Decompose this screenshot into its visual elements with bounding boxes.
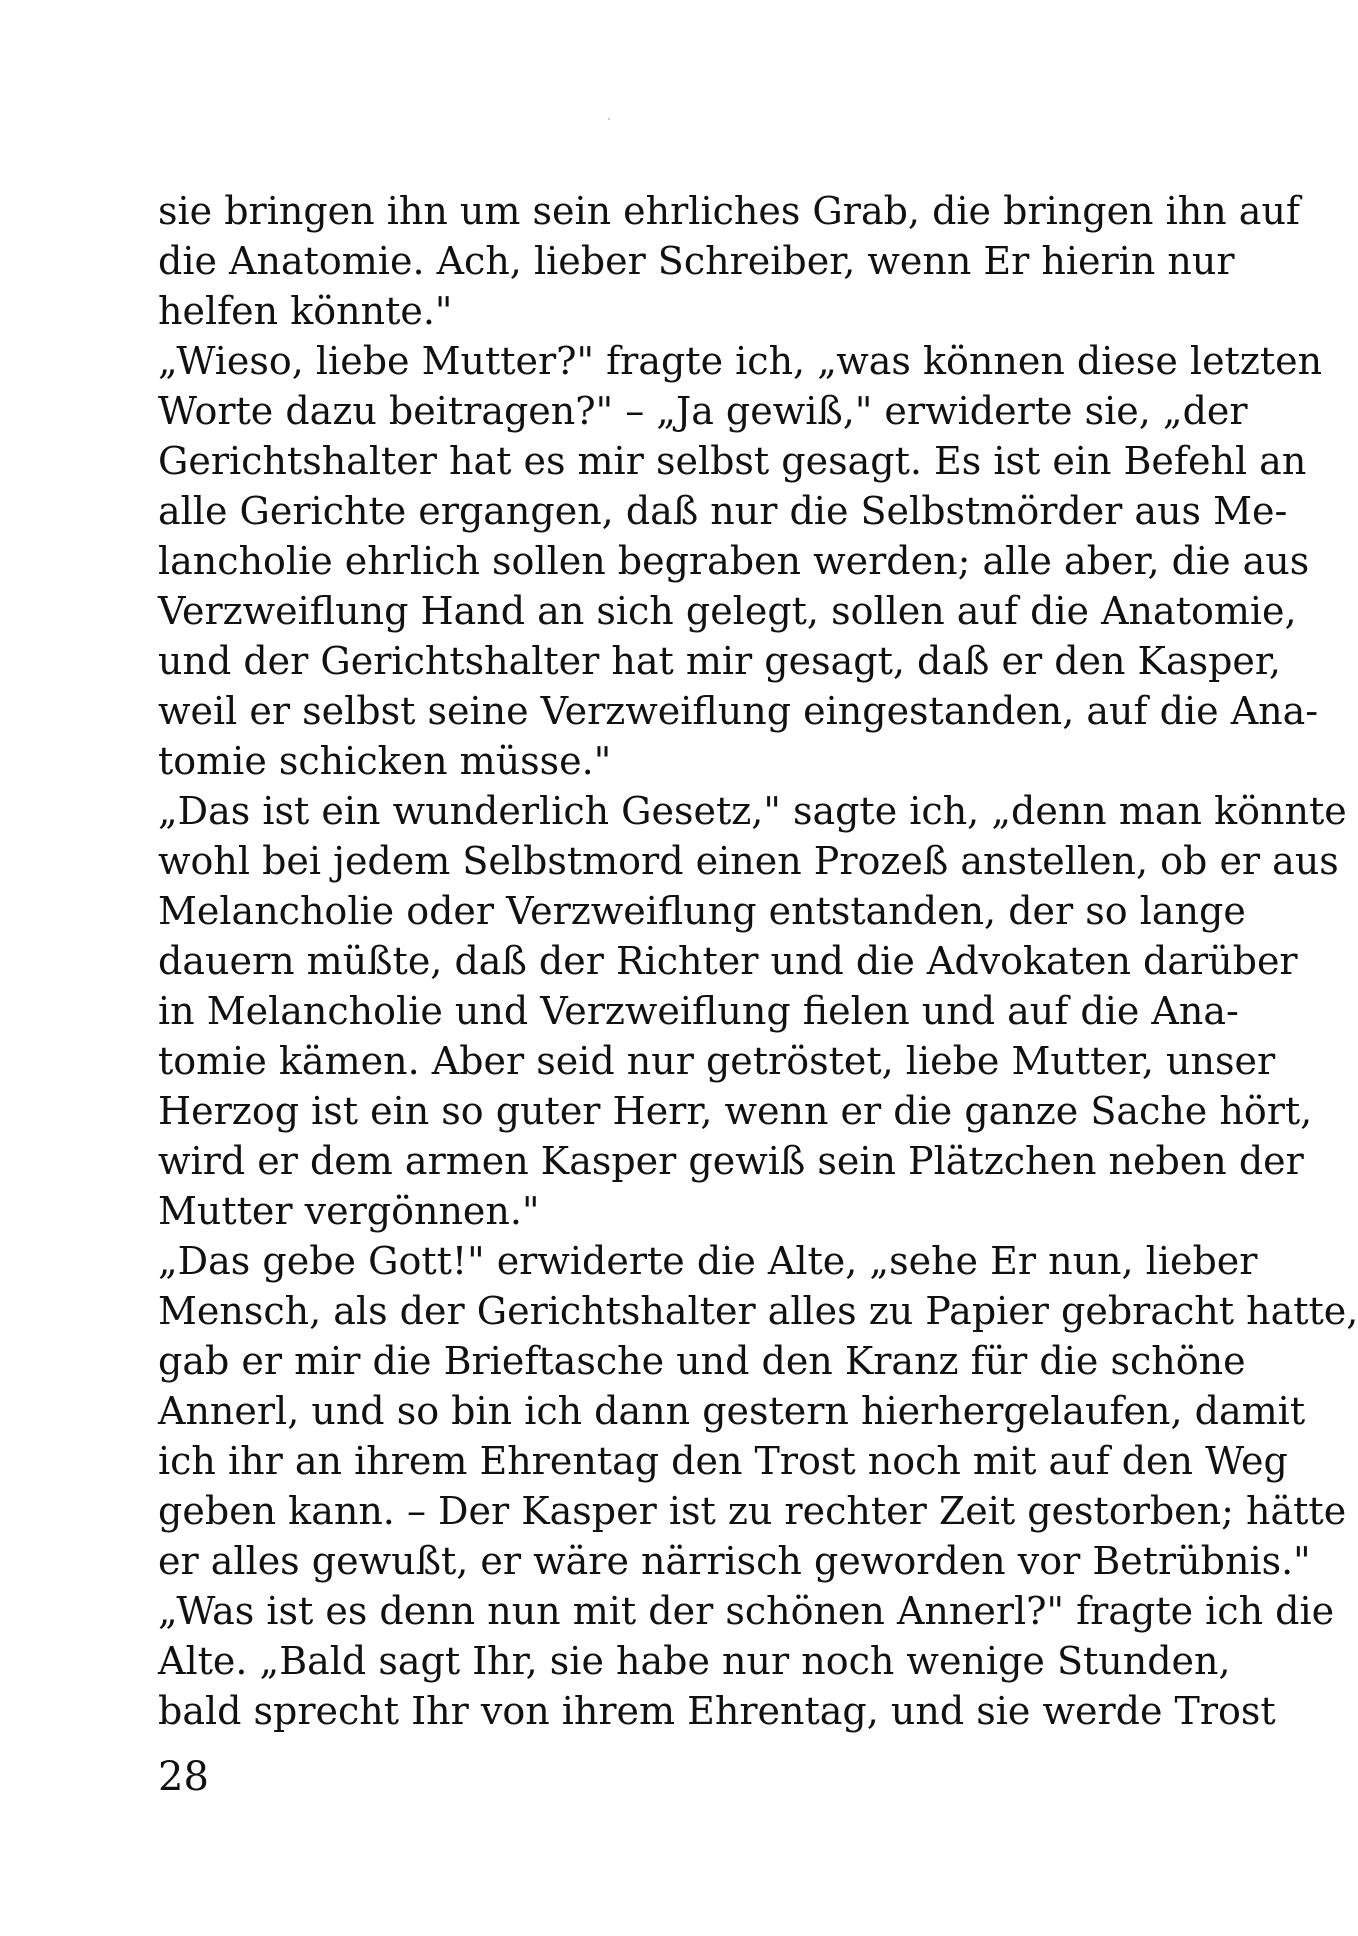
text-line: „Das gebe Gott!" erwiderte die Alte, „sehe Er nun, lieber — [158, 1239, 1258, 1283]
text-line: wird er dem armen Kasper gewiß sein Plätzchen neben der — [158, 1139, 1304, 1183]
text-line: Mensch, als der Gerichtshalter alles zu Papier gebracht hatte, — [158, 1289, 1358, 1333]
text-line: Herzog ist ein so guter Herr, wenn er die ganze Sache hört, — [158, 1089, 1313, 1133]
text-line: Annerl, und so bin ich dann gestern hierhergelaufen, damit — [158, 1389, 1306, 1433]
text-line: tomie kämen. Aber seid nur getröstet, liebe Mutter, unser — [158, 1039, 1276, 1083]
text-line: gab er mir die Brieftasche und den Kranz für die schöne — [158, 1339, 1246, 1383]
text-line: ich ihr an ihrem Ehrentag den Trost noch mit auf den Weg — [158, 1439, 1288, 1483]
page-number: 28 — [158, 1754, 209, 1800]
text-line: „Das ist ein wunderlich Gesetz," sagte ich, „denn man könnte — [158, 789, 1347, 833]
text-line: er alles gewußt, er wäre närrisch geworden vor Betrübnis." — [158, 1539, 1311, 1583]
text-line: Verzweiflung Hand an sich gelegt, sollen auf die Anatomie, — [158, 589, 1297, 633]
text-line: helfen könnte." — [158, 289, 453, 333]
text-line: Gerichtshalter hat es mir selbst gesagt. Es ist ein Befehl an — [158, 439, 1307, 483]
text-line: Melancholie oder Verzweiflung entstanden, der so lange — [158, 889, 1246, 933]
paper-speck — [608, 118, 610, 120]
text-line: lancholie ehrlich sollen begraben werden; alle aber, die aus — [158, 539, 1310, 583]
text-line: die Anatomie. Ach, lieber Schreiber, wenn Er hierin nur — [158, 239, 1235, 283]
text-line: geben kann. – Der Kasper ist zu rechter Zeit gestorben; hätte — [158, 1489, 1347, 1533]
text-line: „Was ist es denn nun mit der schönen Annerl?" fragte ich die — [158, 1589, 1335, 1633]
body-text — [158, 186, 1358, 1736]
text-line: weil er selbst seine Verzweiflung eingestanden, auf die Ana- — [158, 689, 1319, 733]
text-line: in Melancholie und Verzweiflung fielen und auf die Ana- — [158, 989, 1239, 1033]
text-line: bald sprecht Ihr von ihrem Ehrentag, und sie werde Trost — [158, 1689, 1276, 1733]
text-line: alle Gerichte ergangen, daß nur die Selbstmörder aus Me- — [158, 489, 1288, 533]
text-line: wohl bei jedem Selbstmord einen Prozeß anstellen, ob er aus — [158, 839, 1339, 883]
text-line: „Wieso, liebe Mutter?" fragte ich, „was können diese letzten — [158, 339, 1323, 383]
text-line: tomie schicken müsse." — [158, 739, 612, 783]
text-line: Alte. „Bald sagt Ihr, sie habe nur noch wenige Stunden, — [158, 1639, 1231, 1683]
text-line: dauern müßte, daß der Richter und die Advokaten darüber — [158, 939, 1298, 983]
text-line: sie bringen ihn um sein ehrliches Grab, die bringen ihn auf — [158, 189, 1300, 233]
text-line: und der Gerichtshalter hat mir gesagt, daß er den Kasper, — [158, 639, 1281, 683]
text-line: Mutter vergönnen." — [158, 1189, 540, 1233]
text-line: Worte dazu beitragen?" – „Ja gewiß," erwiderte sie, „der — [158, 389, 1248, 433]
